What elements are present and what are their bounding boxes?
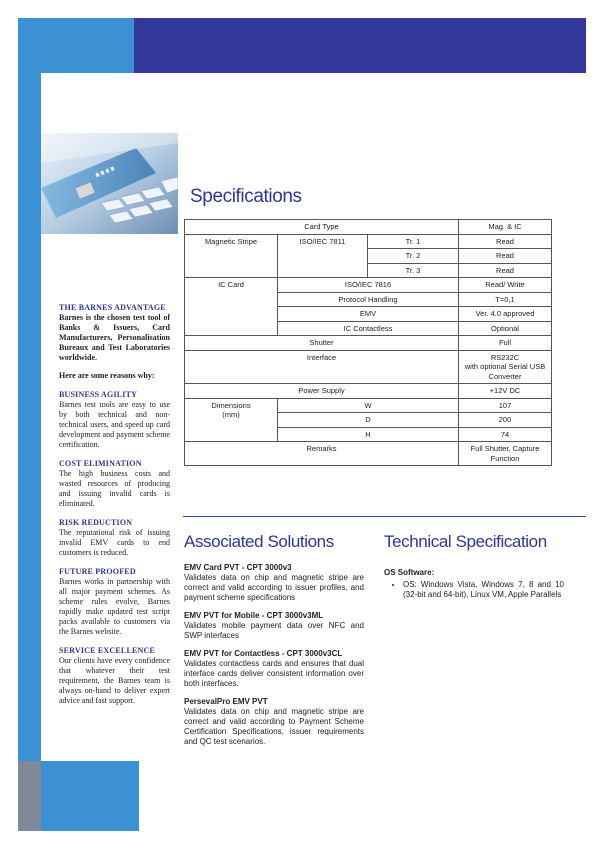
header-band-navy: [134, 18, 586, 73]
table-cell: +12V DC: [459, 384, 552, 399]
solution-heading: EMV PVT for Contactless - CPT 3000v3CL: [184, 649, 343, 658]
table-cell: IC Contactless: [278, 321, 459, 336]
table-cell: EMV: [278, 307, 459, 322]
table-cell: Ver. 4.0 approved: [459, 307, 552, 322]
table-cell: Optional: [459, 321, 552, 336]
table-cell: Read: [459, 263, 552, 278]
table-row: [185, 384, 552, 399]
table-cell: ISO/IEC 7811: [278, 234, 368, 278]
table-cell: Full: [459, 336, 552, 351]
sidebar-text: Our clients have every confidence that whatever their test requirement, the Barnes team is always on-hand to deliver expert advice and fast support.: [59, 656, 170, 705]
list-item: [184, 649, 364, 689]
table-cell: Remarks: [185, 442, 459, 466]
sidebar-text: Barnes works in partnership with all major payment schemes. As scheme rules evolve, Barnes rapidly make updated test script packs available to customers via the Barnes website.: [59, 577, 170, 636]
table-cell: Tr. 1: [368, 234, 459, 249]
table-cell: Tr. 2: [368, 249, 459, 264]
sidebar-heading: FUTURE PROOFED: [59, 567, 136, 576]
table-cell: ISO/IEC 7816: [278, 278, 459, 293]
table-cell: 200: [459, 413, 552, 428]
solution-heading: EMV PVT for Mobile - CPT 3000v3ML: [184, 611, 324, 620]
table-cell: Full Shutter, Capture Function: [459, 442, 552, 466]
solution-heading: EMV Card PVT - CPT 3000v3: [184, 563, 292, 572]
table-cell: W: [278, 398, 459, 413]
table-cell: Interface: [185, 350, 459, 384]
solution-text: Validates data on chip and magnetic stripe are correct and valid according to Payment Scheme Certification Specifications, issuer requirements and QC test scenarios.: [184, 707, 364, 746]
table-cell: 74: [459, 427, 552, 442]
solution-heading: PersevalPro EMV PVT: [184, 697, 268, 706]
solution-text: Validates contactless cards and ensures that dual interface cards deliver consistent information over both interfaces.: [184, 659, 364, 688]
footer-band-grey: [18, 761, 41, 831]
table-cell: Power Supply: [185, 384, 459, 399]
list-item: • OS: Windows Vista, Windows 7, 8 and 10 (32-bit and 64-bit), Linux VM, Apple Parallels: [403, 580, 564, 600]
os-heading: OS Software:: [384, 568, 435, 577]
list-item: [184, 563, 364, 603]
table-cell: Mag. & IC: [459, 220, 552, 235]
left-band-blue: [18, 73, 41, 831]
sidebar-text: Barnes test tools are easy to use by both technical and non-technical users, and speed up card development and payment scheme certification.: [59, 400, 170, 449]
associated-solutions-list: [184, 563, 364, 755]
table-cell: Protocol Handling: [278, 292, 459, 307]
solution-text: Validates data on chip and magnetic stripe are correct and valid according to issuer profiles, and payment scheme specifications: [184, 573, 364, 602]
associated-solutions-title: Associated Solutions: [184, 532, 334, 551]
table-cell: IC Card: [185, 278, 278, 336]
table-row: [185, 278, 552, 293]
table-cell: RS232C with optional Serial USB Converter: [459, 350, 552, 384]
table-cell: Dimensions (mm): [185, 398, 278, 442]
table-cell: H: [278, 427, 459, 442]
sidebar-heading: COST ELIMINATION: [59, 459, 142, 468]
sidebar-heading: SERVICE EXCELLENCE: [59, 646, 156, 655]
table-row: [185, 442, 552, 466]
header-band-blue: [18, 18, 134, 73]
advantage-heading: THE BARNES ADVANTAGE: [59, 303, 166, 312]
table-cell: D: [278, 413, 459, 428]
table-row: [185, 350, 552, 384]
table-cell: Shutter: [185, 336, 459, 351]
sidebar: [59, 303, 170, 706]
list-item: [184, 697, 364, 747]
table-row: [185, 220, 552, 235]
table-cell: Tr. 3: [368, 263, 459, 278]
sidebar-text: The reputational risk of issuing invalid EMV cards to end customers is reduced.: [59, 528, 170, 557]
sidebar-text: The high business costs and wasted resources of producing and issuing invalid cards is eliminated.: [59, 469, 170, 508]
table-cell: Read/ Write: [459, 278, 552, 293]
reasons-text: Here are some reasons why:: [59, 371, 155, 380]
os-list: [384, 580, 564, 600]
sidebar-heading: RISK REDUCTION: [59, 518, 133, 527]
table-cell: Read: [459, 249, 552, 264]
table-cell: Magnetic Stripe: [185, 234, 278, 278]
table-row: [185, 336, 552, 351]
table-cell: T=0,1: [459, 292, 552, 307]
table-row: [185, 398, 552, 413]
specifications-table: [184, 219, 552, 466]
list-item: [184, 611, 364, 641]
sidebar-heading: BUSINESS AGILITY: [59, 390, 138, 399]
table-cell: Card Type: [185, 220, 459, 235]
card-keyboard-photo: [41, 133, 178, 234]
advantage-text: Barnes is the chosen test tool of Banks & Issuers, Card Manufacturers, Personalisation Bureaux and Test Laboratories worldwide.: [59, 313, 170, 362]
specifications-title: Specifications: [190, 186, 302, 207]
footer-band-blue: [41, 761, 139, 831]
table-cell: Read: [459, 234, 552, 249]
table-row: [185, 234, 552, 249]
technical-specification-title: Technical Specification: [384, 532, 547, 551]
solution-text: Validates mobile payment data over NFC and SWP interfaces: [184, 621, 364, 640]
section-divider: [183, 516, 586, 517]
table-cell: 107: [459, 398, 552, 413]
technical-specification: [384, 568, 564, 600]
